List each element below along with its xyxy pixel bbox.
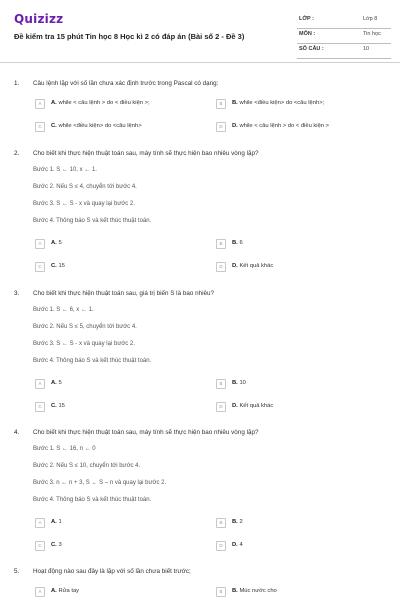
- option-text: while < câu lệnh > do < điều kiện >: [239, 123, 330, 129]
- page-title: Đề kiểm tra 15 phút Tin học 8 Học kì 2 có đáp án (Bài số 2 - Đề 3): [14, 32, 245, 41]
- option-text: while <điều kiện> do <câu lệnh>: [58, 123, 142, 129]
- option-key-box: B: [216, 99, 226, 109]
- quizizz-logo: Quizizz: [14, 12, 64, 26]
- option-text: while <điều kiện> do <câu lệnh>;: [239, 100, 325, 106]
- question-number: 3.: [14, 290, 20, 297]
- meta-row-count: [297, 44, 391, 59]
- option-key-box: A: [35, 379, 45, 389]
- option-label: A.: [51, 240, 57, 246]
- question-text: Cho biết khi thực hiện thuật toán sau, giá trị biến S là bao nhiêu?: [33, 290, 214, 297]
- option-text: while < câu lệnh > do < điều kiện >;: [58, 100, 150, 106]
- option-key-box: C: [35, 262, 45, 272]
- option-key-box: D: [216, 541, 226, 551]
- option-label: B.: [232, 519, 238, 525]
- option-key-box: D: [216, 262, 226, 272]
- question-text: Hoạt động nào sau đây là lặp với số lần chưa biết trước;: [33, 568, 191, 575]
- option-text: 6: [239, 240, 243, 246]
- option-label: A.: [51, 100, 57, 106]
- question-number: 5.: [14, 568, 20, 575]
- question-text: Cho biết khi thực hiện thuật toán sau, máy tính sẽ thực hiện bao nhiêu vòng lặp?: [33, 429, 259, 436]
- option-text: 3: [58, 542, 62, 548]
- option-key-box: B: [216, 379, 226, 389]
- option-label: B.: [232, 100, 238, 106]
- option-key-box: C: [35, 402, 45, 412]
- option-label: D.: [232, 263, 238, 269]
- option-key-box: D: [216, 402, 226, 412]
- meta-table: [297, 14, 391, 59]
- algorithm-step: Bước 3. S ← S - x và quay lại bước 2.: [33, 341, 135, 347]
- algorithm-step: Bước 3. n ← n + 3, S ← S – n và quay lại bước 2.: [33, 480, 167, 486]
- meta-label: SỐ CÂU :: [299, 46, 324, 52]
- option-label: B.: [232, 380, 238, 386]
- option-key-box: A: [35, 239, 45, 249]
- option-key-box: B: [216, 518, 226, 528]
- option-text: 5: [58, 380, 62, 386]
- option-key-box: A: [35, 99, 45, 109]
- option-key-box: A: [35, 518, 45, 528]
- option-label: D.: [232, 542, 238, 548]
- option-text: Rửa tay: [58, 588, 80, 594]
- option-text: 4: [239, 542, 243, 548]
- option-key-box: C: [35, 541, 45, 551]
- option-label: C.: [51, 542, 57, 548]
- question-number: 4.: [14, 429, 20, 436]
- option-label: C.: [51, 263, 57, 269]
- question-text: Câu lệnh lặp với số lần chưa xác định trước trong Pascal có dạng:: [33, 80, 219, 87]
- algorithm-step: Bước 4. Thông báo S và kết thúc thuật toán.: [33, 497, 152, 503]
- option-text: Kết quả khác: [239, 403, 274, 409]
- option-text: 5: [58, 240, 62, 246]
- algorithm-step: Bước 2. Nếu S ≤ 4, chuyển tới bước 4.: [33, 184, 137, 190]
- option-key-box: B: [216, 239, 226, 249]
- option-key-box: C: [35, 122, 45, 132]
- algorithm-step: Bước 3. S ← S - x và quay lại bước 2.: [33, 201, 135, 207]
- option-text: 1: [58, 519, 62, 525]
- question-number: 1.: [14, 80, 20, 87]
- meta-label: LỚP :: [299, 16, 314, 22]
- algorithm-step: Bước 1. S ← 16, n ← 0: [33, 446, 96, 452]
- option-label: A.: [51, 519, 57, 525]
- meta-value: 10: [363, 46, 370, 52]
- option-key-box: A: [35, 587, 45, 597]
- option-key-box: D: [216, 122, 226, 132]
- algorithm-step: Bước 1. S ← 10, x ← 1.: [33, 167, 97, 173]
- option-text: 15: [58, 263, 65, 269]
- option-label: A.: [51, 380, 57, 386]
- option-label: C.: [51, 403, 57, 409]
- option-label: D.: [232, 403, 238, 409]
- meta-row-subject: [297, 29, 391, 44]
- question-number: 2.: [14, 150, 20, 157]
- header-divider: [0, 62, 400, 63]
- option-text: Kết quả khác: [239, 263, 274, 269]
- algorithm-step: Bước 2. Nếu S ≤ 10, chuyển tới bước 4.: [33, 463, 141, 469]
- algorithm-step: Bước 2. Nếu S ≤ 5, chuyển tới bước 4.: [33, 324, 137, 330]
- meta-row-class: [297, 14, 391, 29]
- algorithm-step: Bước 4. Thông báo S và kết thúc thuật toán.: [33, 358, 152, 364]
- option-label: A.: [51, 588, 57, 594]
- algorithm-step: Bước 4. Thông báo S và kết thúc thuật toán.: [33, 218, 152, 224]
- option-label: C.: [51, 123, 57, 129]
- option-text: Múc nước cho: [239, 588, 277, 594]
- option-label: B.: [232, 588, 238, 594]
- option-text: 10: [239, 380, 246, 386]
- question-text: Cho biết khi thực hiện thuật toán sau, máy tính sẽ thực hiện bao nhiêu vòng lặp?: [33, 150, 259, 157]
- option-key-box: B: [216, 587, 226, 597]
- option-text: 15: [58, 403, 65, 409]
- algorithm-step: Bước 1. S ← 6, x ← 1.: [33, 307, 94, 313]
- meta-value: Tin học: [363, 31, 381, 37]
- meta-value: Lớp 8: [363, 16, 378, 22]
- option-label: B.: [232, 240, 238, 246]
- option-label: D.: [232, 123, 238, 129]
- option-text: 2: [239, 519, 243, 525]
- meta-label: MÔN :: [299, 31, 316, 37]
